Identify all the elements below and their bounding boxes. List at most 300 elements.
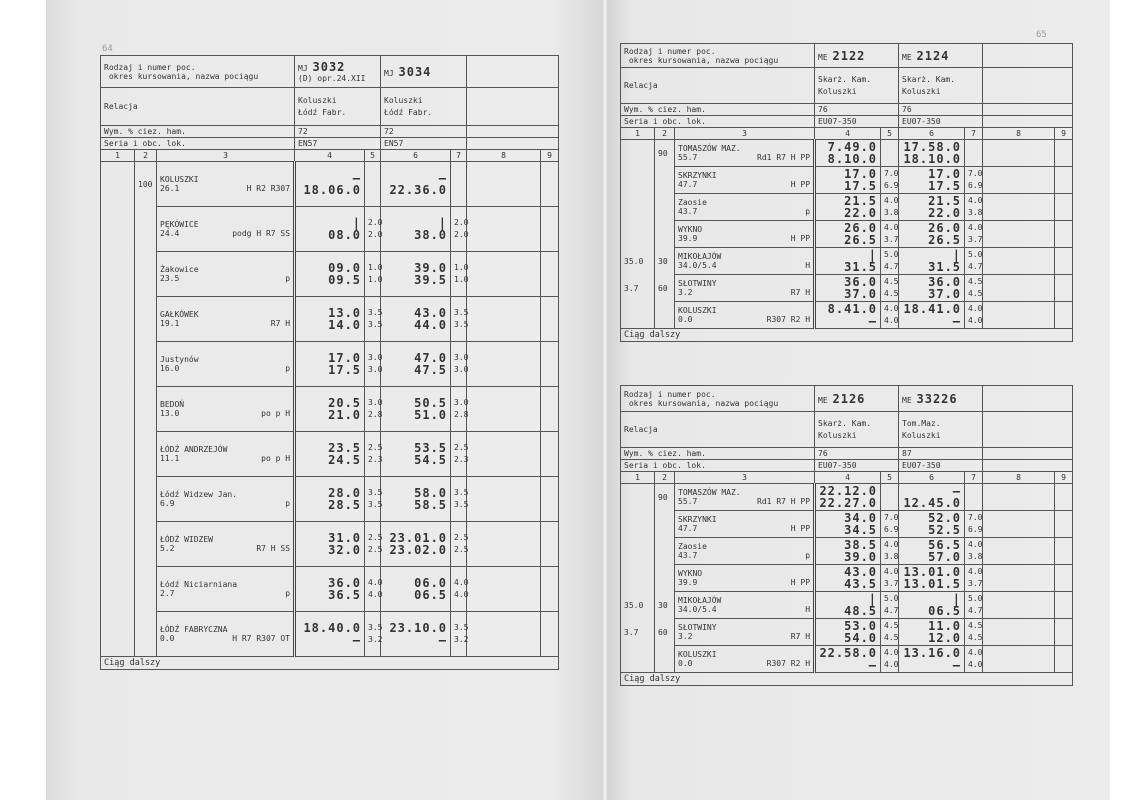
train2-time-cell	[381, 432, 451, 477]
train1-runtime-cell	[365, 387, 381, 432]
train2-runtime-a: 4.0	[968, 540, 983, 549]
train2-time-cell	[899, 221, 965, 248]
train2-time-cell	[381, 567, 451, 612]
train1-arrival: 22.58.0	[819, 646, 878, 660]
train1-arrival: 20.5	[328, 396, 362, 410]
station-signals: H R2 R307	[246, 184, 291, 193]
empty-cell-8	[983, 565, 1055, 592]
train1-runtime-cell	[365, 522, 381, 567]
train2-runtime-b: 2.3	[454, 455, 469, 464]
station-signals: R7 H	[790, 632, 811, 641]
station-signals: p	[805, 551, 811, 560]
station-signals: Rd1 R7 H PP	[757, 497, 811, 506]
train2-runtime-b: 4.7	[968, 262, 983, 271]
train1-departure: 22.27.0	[819, 496, 878, 510]
train1-departure: 18.06.0	[303, 183, 362, 197]
train2-departure: 57.0	[928, 550, 962, 564]
train2-time-cell	[899, 275, 965, 302]
station-cell	[675, 565, 815, 592]
station-signals: H PP	[790, 180, 811, 189]
station-name: TOMASZÓW MAZ.	[678, 488, 741, 497]
station-row	[101, 567, 559, 612]
empty-cell-9	[541, 162, 559, 207]
station-signals: H	[805, 261, 811, 270]
empty-cell-9	[541, 342, 559, 387]
empty-cell-8	[983, 511, 1055, 538]
train1-runtime-cell	[365, 342, 381, 387]
train2-runtime-b: 3.8	[968, 208, 983, 217]
empty-cell-9	[1055, 140, 1073, 167]
train1-runtime-b: 4.0	[884, 660, 899, 669]
station-km: 5.2	[160, 544, 175, 553]
train1-departure: —	[868, 314, 878, 328]
station-km-line	[678, 524, 810, 533]
train2-runtime-b: 3.0	[454, 365, 469, 374]
train2-time-cell	[899, 484, 965, 511]
train2-runtime-cell	[451, 612, 467, 657]
train2-arrival: 50.5	[414, 396, 448, 410]
header-train-row: Rodzaj i numer poc. okres kursowania, nazwa pociągu ME 2122 ME 2124	[621, 44, 1073, 68]
right-page-number: 65	[1036, 30, 1047, 40]
station-cell	[157, 567, 295, 612]
station-name: WYKNO	[678, 225, 703, 234]
train2-runtime-a: 4.0	[968, 648, 983, 657]
train1-time-cell	[295, 252, 365, 297]
train1-arrival: |	[352, 216, 362, 230]
station-km-line	[160, 589, 290, 598]
train2-departure: 38.0	[414, 228, 448, 242]
train2-arrival: 06.0	[414, 576, 448, 590]
train1-arrival: 17.0	[844, 167, 878, 181]
train1-runtime-a: 2.0	[368, 218, 383, 227]
header-loco-row: Seria i obc. lok. EU07-350 EU07-350	[621, 460, 1073, 472]
station-name: GAŁKÓWEK	[160, 310, 199, 319]
train2-departure: 06.5	[928, 604, 962, 618]
gradient-cell	[135, 252, 157, 297]
station-km-line	[678, 605, 810, 614]
station-name: SKRZYNKI	[678, 171, 717, 180]
train2-departure: —	[952, 314, 962, 328]
empty-cell-8	[467, 297, 541, 342]
station-km: 34.0/5.4	[678, 605, 717, 614]
train2-runtime-a: 5.0	[968, 594, 983, 603]
train1-time-cell	[815, 592, 881, 619]
empty-cell-9	[1055, 167, 1073, 194]
station-cell	[157, 162, 295, 207]
station-name: MIKOŁAJÓW	[678, 252, 722, 261]
column-number-row: 1 2 3 4 5 6 7 8 9	[101, 150, 559, 162]
station-signals: p	[285, 364, 291, 373]
train1-runtime-a: 4.0	[884, 567, 899, 576]
train2-departure: 37.0	[928, 287, 962, 301]
station-signals: podg H R7 SS	[232, 229, 291, 238]
footer-row	[101, 657, 559, 670]
empty-cell-9	[541, 207, 559, 252]
station-signals: H PP	[790, 234, 811, 243]
train2-time-cell	[381, 387, 451, 432]
station-name: KOLUSZKI	[678, 306, 717, 315]
train1-departure: 22.0	[844, 206, 878, 220]
train2-runtime-a: 3.5	[454, 488, 469, 497]
train1-departure: 28.5	[328, 498, 362, 512]
station-name: Łódź Widzew Jan.	[160, 490, 238, 499]
train2-runtime-a: 4.5	[968, 277, 983, 286]
train1-arrival: |	[868, 248, 878, 262]
train2-runtime-cell	[965, 565, 983, 592]
speed-cell	[101, 432, 135, 477]
empty-cell-9	[541, 567, 559, 612]
train2-arrival: 56.5	[928, 538, 962, 552]
train1-time-cell	[295, 297, 365, 342]
speed-cell	[101, 297, 135, 342]
train2-runtime-a: 2.5	[454, 533, 469, 542]
train1-runtime-cell	[365, 477, 381, 522]
header-relation-row: Relacja Skarż. Kam. Koluszki Skarż. Kam. Koluszki	[621, 68, 1073, 104]
train1-departure: 21.0	[328, 408, 362, 422]
station-row	[101, 612, 559, 657]
train2-runtime-cell	[451, 162, 467, 207]
train1-arrival: 8.41.0	[827, 302, 878, 316]
train1-runtime-b: 2.8	[368, 410, 383, 419]
train-3032-relation: Koluszki Łódź Fabr.	[295, 88, 381, 126]
station-row	[621, 538, 1073, 565]
station-km: 55.7	[678, 497, 698, 506]
train2-runtime-b: 1.0	[454, 275, 469, 284]
train1-runtime-a: 3.5	[368, 488, 383, 497]
train2-runtime-b: 3.5	[454, 500, 469, 509]
speed-cell: 3.7	[621, 275, 655, 302]
train1-time-cell	[815, 565, 881, 592]
station-cell	[157, 297, 295, 342]
train1-time-cell	[815, 646, 881, 673]
speed-cell	[101, 612, 135, 657]
train1-departure: 32.0	[328, 543, 362, 557]
gradient-cell: 90	[655, 140, 675, 167]
book-gutter	[602, 0, 608, 800]
gradient-cell: 60	[655, 275, 675, 302]
timetable-right-top	[620, 43, 1073, 342]
empty-cell-9	[541, 477, 559, 522]
station-row	[621, 221, 1073, 248]
station-name: KOLUSZKI	[160, 175, 199, 184]
train2-runtime-a: 3.0	[454, 353, 469, 362]
train2-runtime-b: 2.5	[454, 545, 469, 554]
train2-runtime-cell	[451, 342, 467, 387]
train1-runtime-cell	[881, 194, 899, 221]
station-row	[101, 342, 559, 387]
train1-departure: 24.5	[328, 453, 362, 467]
station-km: 43.7	[678, 207, 698, 216]
train1-runtime-a: 4.0	[884, 196, 899, 205]
train2-time-cell	[899, 194, 965, 221]
train1-time-cell	[815, 511, 881, 538]
train2-time-cell	[899, 248, 965, 275]
station-km: 47.7	[678, 524, 698, 533]
empty-cell-8	[983, 194, 1055, 221]
station-cell	[675, 511, 815, 538]
header-train-label: Rodzaj i numer poc. okres kursowania, nazwa pociągu	[101, 56, 295, 88]
station-km-line	[678, 234, 810, 243]
empty-cell-8	[983, 275, 1055, 302]
train1-runtime-a: 4.0	[884, 648, 899, 657]
train2-arrival: 26.0	[928, 221, 962, 235]
train1-arrival: |	[868, 592, 878, 606]
train2-runtime-cell	[451, 252, 467, 297]
empty-cell-9	[541, 522, 559, 567]
station-name: SŁOTWINY	[678, 279, 717, 288]
train1-time-cell	[815, 167, 881, 194]
train1-runtime-cell	[881, 221, 899, 248]
station-row	[101, 387, 559, 432]
train2-time-cell	[899, 167, 965, 194]
train1-arrival: 36.0	[844, 275, 878, 289]
speed-cell	[621, 565, 655, 592]
header-brake-row	[101, 126, 559, 138]
station-cell	[675, 221, 815, 248]
train2-departure: 12.45.0	[903, 496, 962, 510]
station-km-line	[160, 319, 290, 328]
station-name: SŁOTWINY	[678, 623, 717, 632]
train1-departure: 36.5	[328, 588, 362, 602]
train2-runtime-a: 4.0	[968, 567, 983, 576]
station-row	[621, 167, 1073, 194]
gradient-cell	[655, 221, 675, 248]
station-row	[621, 565, 1073, 592]
train1-time-cell	[295, 612, 365, 657]
station-signals: R7 H	[790, 288, 811, 297]
train2-departure: 54.5	[414, 453, 448, 467]
train1-runtime-a: 7.0	[884, 169, 899, 178]
train1-arrival: 38.5	[844, 538, 878, 552]
gradient-cell	[135, 207, 157, 252]
empty-cell-8	[467, 342, 541, 387]
train2-time-cell	[381, 252, 451, 297]
train2-arrival: 58.0	[414, 486, 448, 500]
station-km: 55.7	[678, 153, 698, 162]
train2-time-cell	[381, 612, 451, 657]
train1-departure: 08.0	[328, 228, 362, 242]
empty-cell-8	[467, 567, 541, 612]
train2-runtime-cell	[451, 297, 467, 342]
speed-cell	[101, 477, 135, 522]
gradient-cell	[655, 302, 675, 329]
train2-departure: —	[952, 658, 962, 672]
header-relation-row: Relacja Skarż. Kam. Koluszki Tom.Maz. Koluszki	[621, 412, 1073, 448]
train1-runtime-a: 2.5	[368, 533, 383, 542]
gradient-cell	[135, 567, 157, 612]
station-km: 11.1	[160, 454, 180, 463]
station-cell	[675, 302, 815, 329]
train1-runtime-b: 2.0	[368, 230, 383, 239]
station-km-line	[160, 454, 290, 463]
train1-runtime-a: 3.5	[368, 623, 383, 632]
speed-cell	[621, 140, 655, 167]
station-row	[101, 162, 559, 207]
gradient-cell	[655, 167, 675, 194]
train2-runtime-a: 5.0	[968, 250, 983, 259]
train1-runtime-b: 2.3	[368, 455, 383, 464]
train-3032-loco: EN57	[295, 138, 381, 150]
speed-cell	[101, 387, 135, 432]
train1-departure: 39.0	[844, 550, 878, 564]
train1-time-cell	[295, 342, 365, 387]
train1-departure: —	[868, 658, 878, 672]
train1-runtime-b: 1.0	[368, 275, 383, 284]
station-name: KOLUSZKI	[678, 650, 717, 659]
empty-cell-8	[467, 387, 541, 432]
speed-cell	[621, 484, 655, 511]
gradient-cell	[655, 194, 675, 221]
train1-departure: 37.0	[844, 287, 878, 301]
train2-runtime-cell	[965, 484, 983, 511]
station-km-line	[160, 274, 290, 283]
footer-row: Ciąg dalszy	[621, 329, 1073, 342]
station-km: 43.7	[678, 551, 698, 560]
train2-time-cell	[899, 619, 965, 646]
station-km-line	[678, 315, 810, 324]
empty-cell-8	[983, 646, 1055, 673]
train2-arrival: 17.58.0	[903, 140, 962, 154]
train1-runtime-cell	[881, 511, 899, 538]
station-km-line	[160, 184, 290, 193]
train1-departure: 14.0	[328, 318, 362, 332]
empty-cell-8	[983, 592, 1055, 619]
train2-arrival: 52.0	[928, 511, 962, 525]
station-name: WYKNO	[678, 569, 703, 578]
speed-cell: 35.0	[621, 248, 655, 275]
empty-cell-8	[467, 432, 541, 477]
train1-arrival: 09.0	[328, 261, 362, 275]
station-signals: p	[285, 274, 291, 283]
train1-time-cell	[815, 484, 881, 511]
station-km-line	[678, 288, 810, 297]
header-brake-row: Wym. % ciez. ham. 76 87	[621, 448, 1073, 460]
train-33226-header: ME 33226	[899, 386, 983, 412]
timetable-left	[100, 55, 559, 670]
train2-runtime-a: 7.0	[968, 513, 983, 522]
train1-runtime-cell	[881, 248, 899, 275]
train2-runtime-cell	[965, 248, 983, 275]
station-km: 0.0	[678, 659, 693, 668]
train2-departure: 51.0	[414, 408, 448, 422]
gradient-cell	[655, 646, 675, 673]
train2-runtime-b: 2.0	[454, 230, 469, 239]
continued-label: Ciąg dalszy	[101, 657, 559, 670]
train1-runtime-cell	[365, 567, 381, 612]
station-km: 23.5	[160, 274, 180, 283]
train2-time-cell	[899, 538, 965, 565]
station-signals: po p H	[261, 454, 291, 463]
train2-time-cell	[381, 477, 451, 522]
train2-runtime-b: 2.8	[454, 410, 469, 419]
train1-runtime-a: 5.0	[884, 250, 899, 259]
train1-runtime-b: 4.7	[884, 606, 899, 615]
train2-runtime-a: 1.0	[454, 263, 469, 272]
train2-runtime-a: 2.5	[454, 443, 469, 452]
train1-runtime-b: 3.8	[884, 208, 899, 217]
gradient-cell: 90	[655, 484, 675, 511]
speed-cell	[621, 538, 655, 565]
empty-cell-9	[1055, 194, 1073, 221]
speed-cell	[101, 342, 135, 387]
station-km: 6.9	[160, 499, 175, 508]
speed-cell	[621, 221, 655, 248]
train1-departure: 48.5	[844, 604, 878, 618]
train1-runtime-cell	[365, 162, 381, 207]
train1-runtime-b: 3.5	[368, 320, 383, 329]
train1-runtime-a: 3.0	[368, 398, 383, 407]
train2-departure: 44.0	[414, 318, 448, 332]
empty-cell-9	[1055, 511, 1073, 538]
train1-runtime-a: 4.0	[884, 223, 899, 232]
station-km-line	[678, 153, 810, 162]
train2-departure: 23.02.0	[389, 543, 448, 557]
station-row	[621, 646, 1073, 673]
train1-departure: 17.5	[328, 363, 362, 377]
train1-arrival: 22.12.0	[819, 484, 878, 498]
gradient-cell	[135, 297, 157, 342]
station-name: Zaosie	[678, 198, 707, 207]
train1-arrival: 34.0	[844, 511, 878, 525]
station-row	[621, 619, 1073, 646]
gradient-cell	[135, 522, 157, 567]
train2-departure: 18.10.0	[903, 152, 962, 166]
train2-departure: 13.01.5	[903, 577, 962, 591]
train2-runtime-b: 4.5	[968, 289, 983, 298]
train-2126-relation: Skarż. Kam. Koluszki	[815, 412, 899, 448]
train-3034-brake: 72	[381, 126, 467, 138]
train2-runtime-cell	[451, 207, 467, 252]
train2-departure: 06.5	[414, 588, 448, 602]
station-row	[101, 522, 559, 567]
speed-cell	[621, 511, 655, 538]
train1-runtime-b: 2.5	[368, 545, 383, 554]
empty-cell-8	[467, 162, 541, 207]
station-row	[621, 484, 1073, 511]
train2-departure: —	[438, 633, 448, 647]
train2-runtime-a: 2.0	[454, 218, 469, 227]
speed-cell	[101, 522, 135, 567]
train1-runtime-cell	[881, 275, 899, 302]
train2-runtime-cell	[451, 522, 467, 567]
train1-runtime-cell	[881, 619, 899, 646]
station-km: 3.2	[678, 288, 693, 297]
train2-runtime-b: 3.7	[968, 235, 983, 244]
train1-arrival: 13.0	[328, 306, 362, 320]
train1-runtime-b: 6.9	[884, 525, 899, 534]
train1-arrival: 31.0	[328, 531, 362, 545]
empty-cell-9	[541, 252, 559, 297]
timetable-right-bottom	[620, 385, 1073, 686]
station-signals: H PP	[790, 578, 811, 587]
train2-runtime-a: 3.5	[454, 308, 469, 317]
train1-runtime-b: 3.8	[884, 552, 899, 561]
header-relation-label: Relacja	[101, 88, 295, 126]
train1-runtime-b: 3.7	[884, 579, 899, 588]
speed-cell	[101, 162, 135, 207]
station-km: 26.1	[160, 184, 180, 193]
header-loco-row: Seria i obc. lok. EU07-350 EU07-350	[621, 116, 1073, 128]
empty-cell-9	[1055, 646, 1073, 673]
train1-runtime-cell	[365, 252, 381, 297]
train2-departure: 26.5	[928, 233, 962, 247]
speed-cell	[621, 167, 655, 194]
station-name: Zaosie	[678, 542, 707, 551]
train1-runtime-cell	[881, 592, 899, 619]
train2-time-cell	[381, 342, 451, 387]
train2-runtime-a: 4.0	[968, 196, 983, 205]
train1-runtime-cell	[365, 207, 381, 252]
